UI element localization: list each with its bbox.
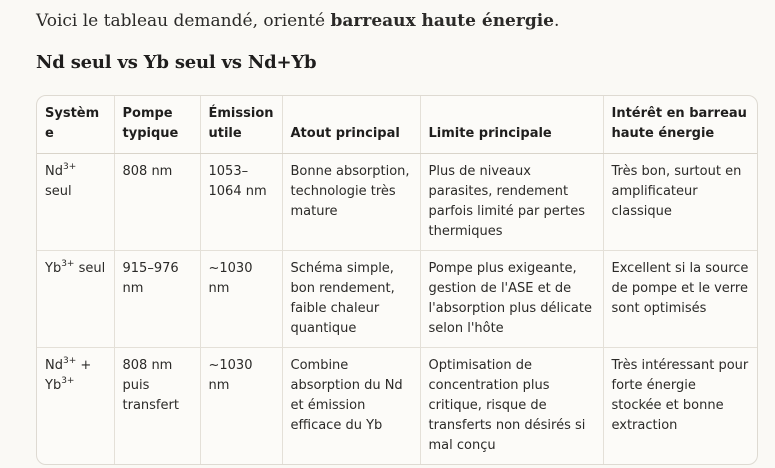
header-advantage: Atout principal xyxy=(282,96,420,154)
table-row xyxy=(37,251,757,348)
intro-bold-text: barreaux haute énergie xyxy=(330,11,554,31)
system-yb-superscript: 3+ xyxy=(61,375,75,386)
cell-limit: Optimisation de concentration plus critique, risque de transferts non désirés si mal conçu xyxy=(420,348,603,465)
cell-pump: 915–976 nm xyxy=(114,251,200,348)
system-yb-superscript: 3+ xyxy=(61,258,75,269)
header-interest: Intérêt en barreau haute énergie xyxy=(603,96,757,154)
comparison-table-container xyxy=(36,95,758,465)
intro-prefix: Voici le tableau demandé, orienté xyxy=(36,11,331,31)
intro-suffix: . xyxy=(554,11,560,31)
table-row xyxy=(37,154,757,251)
section-heading: Nd seul vs Yb seul vs Nd+Yb xyxy=(36,52,317,73)
system-nd-superscript: 3+ xyxy=(62,161,77,172)
table-header-row xyxy=(37,96,757,154)
cell-advantage: Bonne absorption, technologie très mature xyxy=(282,154,420,251)
header-emission: Émission utile xyxy=(200,96,282,154)
cell-system xyxy=(37,154,114,251)
comparison-table xyxy=(37,96,757,464)
intro-paragraph xyxy=(36,8,756,34)
system-nd-base: Nd xyxy=(45,164,63,179)
header-limit: Limite principale xyxy=(420,96,603,154)
cell-system xyxy=(37,251,114,348)
cell-emission: ~1030 nm xyxy=(200,251,282,348)
cell-emission: 1053–1064 nm xyxy=(200,154,282,251)
cell-limit: Pompe plus exigeante, gestion de l'ASE et de l'absorption plus délicate selon l'hôte xyxy=(420,251,603,348)
cell-pump: 808 nm xyxy=(114,154,200,251)
system-after-yb: seul xyxy=(74,261,106,276)
cell-interest: Très intéressant pour forte énergie stockée et bonne extraction xyxy=(611,358,749,433)
cell-system xyxy=(37,348,114,465)
system-plus: + xyxy=(76,358,92,373)
cell-interest: Très bon, surtout en amplificateur classique xyxy=(603,154,757,251)
cell-interest: Excellent si la source de pompe et le verre sont optimisés xyxy=(603,251,757,348)
system-yb-base: Yb xyxy=(45,378,62,393)
cell-advantage: Combine absorption du Nd et émission efficace du Yb xyxy=(282,348,420,465)
system-nd-superscript: 3+ xyxy=(62,355,77,366)
cell-limit: Plus de niveaux parasites, rendement parfois limité par pertes thermiques xyxy=(420,154,603,251)
header-pump: Pompe typique xyxy=(114,96,200,154)
cell-emission: ~1030 nm xyxy=(200,348,282,465)
system-nd-base: Nd xyxy=(45,358,63,373)
table-row xyxy=(37,348,757,465)
system-yb-base: Yb xyxy=(45,261,62,276)
system-after-nd: seul xyxy=(45,184,72,199)
cell-pump: 808 nm puis transfert xyxy=(114,348,200,465)
header-system: Système xyxy=(37,96,114,154)
cell-advantage: Schéma simple, bon rendement, faible chaleur quantique xyxy=(282,251,420,348)
